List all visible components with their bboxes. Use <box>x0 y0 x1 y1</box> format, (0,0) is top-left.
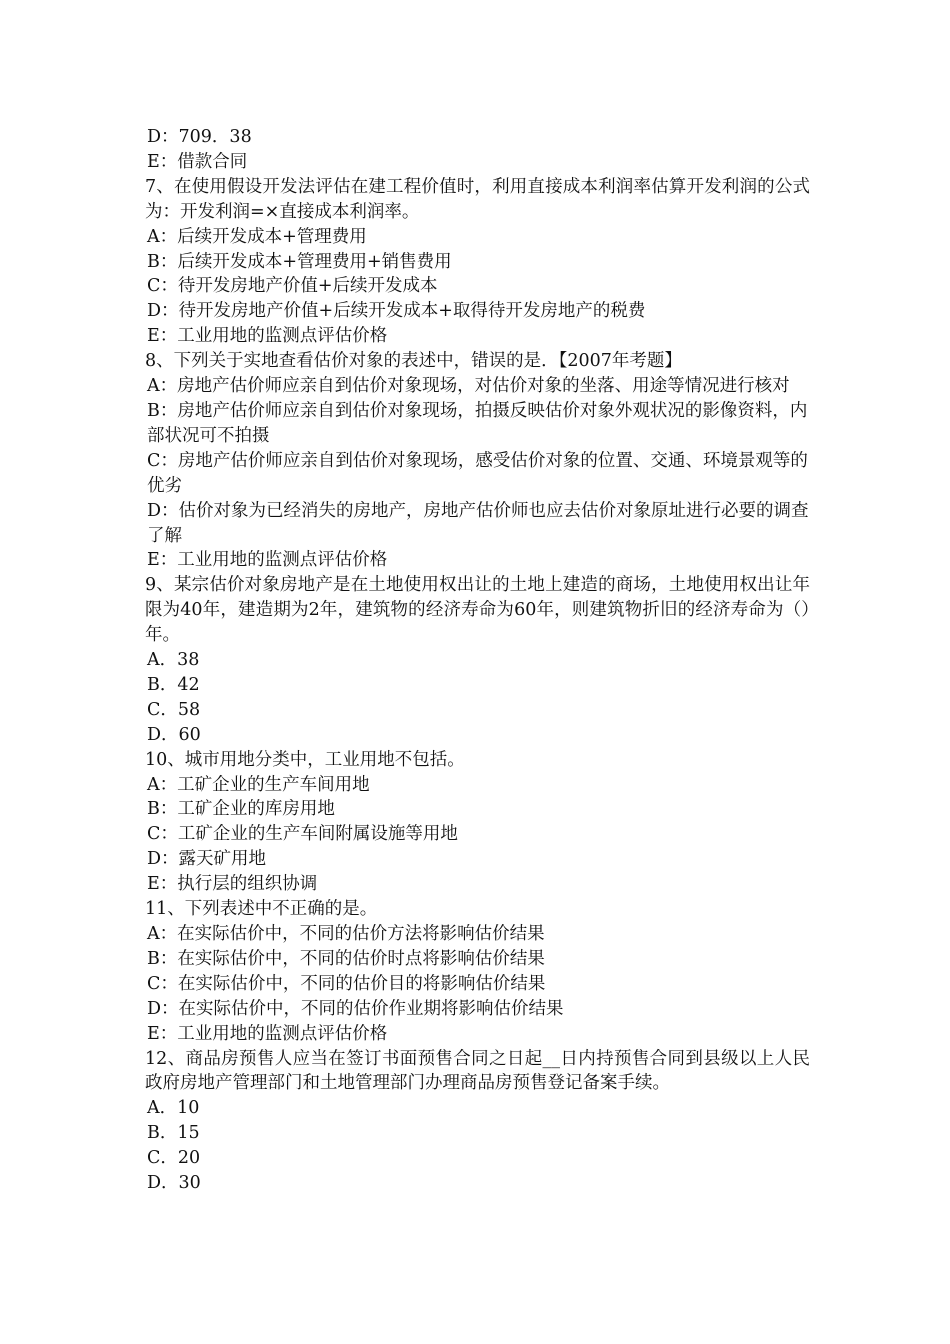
question-text: 8、下列关于实地查看估价对象的表述中，错误的是．【2007年考题】 <box>145 351 682 372</box>
answer-option: D．30 <box>147 1173 201 1194</box>
answer-option: B：在实际估价中，不同的估价时点将影响估价结果 <box>147 948 545 969</box>
answer-option: D．60 <box>147 724 201 745</box>
question-text: 9、某宗估价对象房地产是在土地使用权出让的土地上建造的商场，土地使用权出让年限为40年，建造期为2年，建筑物的经济寿命为60年，则建筑物折旧的经济寿命为（）年。 <box>145 575 810 646</box>
answer-option: B：房地产估价师应亲自到估价对象现场，拍摄反映估价对象外观状况的影像资料，内部状况可不拍摄 <box>147 400 808 446</box>
answer-option: A．38 <box>147 650 200 671</box>
answer-option: C：在实际估价中，不同的估价目的将影响估价结果 <box>147 973 546 994</box>
answer-option: C：待开发房地产价值+后续开发成本 <box>147 276 438 297</box>
answer-option: D：709．38 <box>147 127 252 147</box>
answer-option: A：在实际估价中，不同的估价方法将影响估价结果 <box>147 924 545 944</box>
question-text: 7、在使用假设开发法评估在建工程价值时，利用直接成本利润率估算开发利润的公式为：开发利润=×直接成本利润率。 <box>145 176 810 222</box>
answer-option: B．42 <box>147 674 200 695</box>
answer-option: D：在实际估价中，不同的估价作业期将影响估价结果 <box>147 998 564 1019</box>
answer-option: D：露天矿用地 <box>147 849 267 870</box>
answer-option: E：工业用地的监测点评估价格 <box>147 1023 388 1044</box>
answer-option: A：房地产估价师应亲自到估价对象现场，对估价对象的坐落、用途等情况进行核对 <box>147 376 790 397</box>
document-body <box>145 125 810 1196</box>
answer-option: D：估价对象为已经消失的房地产，房地产估价师也应去估价对象原址进行必要的调查 了解 <box>147 500 809 546</box>
answer-option: D：待开发房地产价值+后续开发成本+取得待开发房地产的税费 <box>147 301 646 322</box>
answer-option: B．15 <box>147 1123 200 1144</box>
answer-option: C．58 <box>147 699 201 720</box>
answer-option: A：后续开发成本+管理费用 <box>147 226 367 247</box>
answer-option: B：后续开发成本+管理费用+销售费用 <box>147 251 452 272</box>
answer-option: C：房地产估价师应亲自到估价对象现场，感受估价对象的位置、交通、环境景观等的优劣 <box>147 450 808 496</box>
question-text: 11、下列表述中不正确的是。 <box>145 899 378 920</box>
question-text: 12、商品房预售人应当在签订书面预售合同之日起__日内持预售合同到县级以上人民政府房地产管理部门和土地管理部门办理商品房预售登记备案手续。 <box>145 1048 810 1094</box>
answer-option: C：工矿企业的生产车间附属设施等用地 <box>147 824 458 845</box>
answer-option: E：工业用地的监测点评估价格 <box>147 326 388 347</box>
answer-option: B：工矿企业的库房用地 <box>147 799 335 820</box>
answer-option: E：执行层的组织协调 <box>147 874 318 895</box>
answer-option: E：借款合同 <box>147 151 248 172</box>
answer-option: A．10 <box>147 1098 200 1119</box>
answer-option: A：工矿企业的生产车间用地 <box>147 774 370 795</box>
answer-option: E：工业用地的监测点评估价格 <box>147 550 388 571</box>
question-text: 10、城市用地分类中，工业用地不包括。 <box>145 749 465 770</box>
answer-option: C．20 <box>147 1148 201 1169</box>
